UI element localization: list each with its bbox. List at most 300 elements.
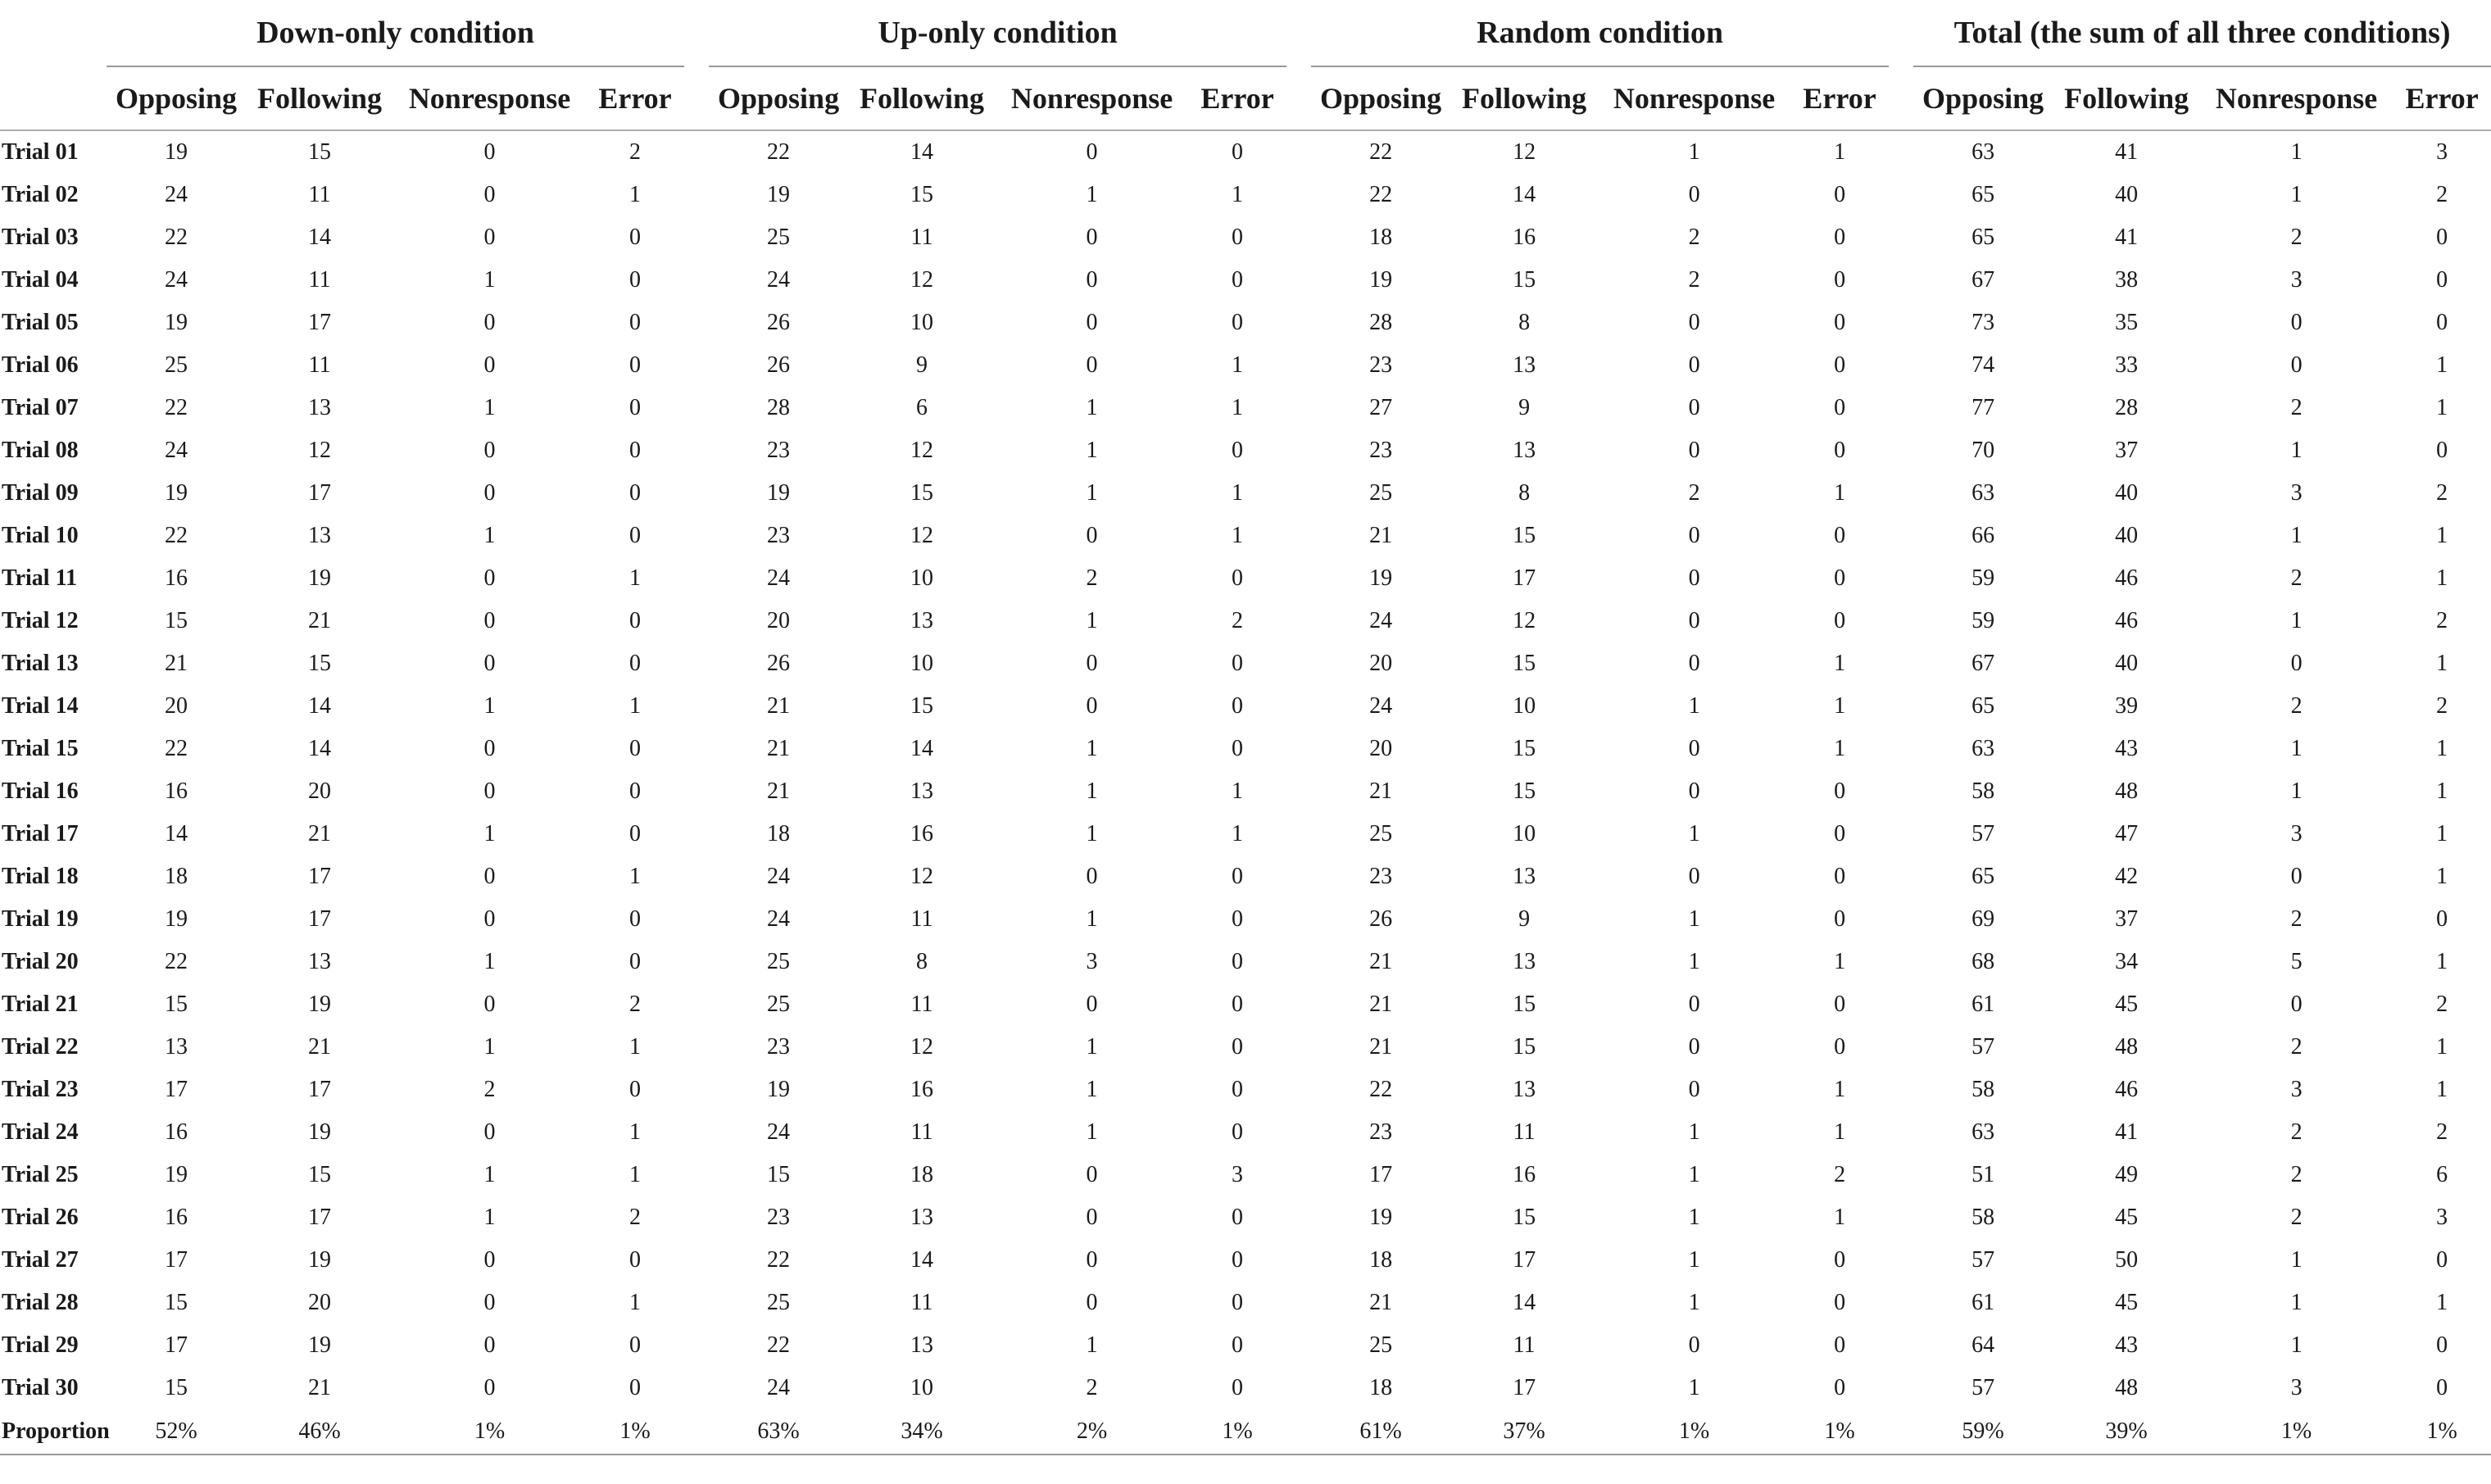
row-label: Trial 18 bbox=[2, 864, 79, 889]
table-cell: 1 bbox=[1688, 821, 1700, 846]
table-cell: 17 bbox=[308, 864, 331, 889]
table-cell: 23 bbox=[1369, 438, 1393, 463]
table-cell: 1 bbox=[1834, 1077, 1846, 1102]
row-label: Trial 07 bbox=[2, 395, 79, 420]
table-cell: 66 bbox=[1971, 523, 1995, 548]
table-cell: 18 bbox=[1369, 1375, 1393, 1400]
table-cell: 10 bbox=[910, 1375, 934, 1400]
table-cell: 12 bbox=[1513, 139, 1536, 165]
table-cell: 65 bbox=[1971, 225, 1995, 250]
table-cell: 0 bbox=[1086, 693, 1098, 719]
table-cell: 2 bbox=[2290, 1034, 2303, 1060]
table-cell: 1 bbox=[1834, 736, 1846, 761]
table-cell: 3 bbox=[2290, 267, 2303, 293]
table-cell: 18 bbox=[1369, 1247, 1393, 1273]
table-cell: 19 bbox=[308, 565, 331, 591]
table-cell: 1 bbox=[1086, 395, 1098, 420]
table-cell: 1 bbox=[1688, 1375, 1700, 1400]
group-header-random: Random condition bbox=[1477, 16, 1724, 50]
table-cell: 1% bbox=[1678, 1418, 1710, 1444]
table-cell: 1 bbox=[2436, 352, 2448, 378]
table-cell: 1 bbox=[2436, 1077, 2448, 1102]
table-cell: 0 bbox=[483, 182, 496, 207]
subheader-nonresponse: Nonresponse bbox=[408, 82, 571, 115]
table-cell: 45 bbox=[2115, 1205, 2139, 1230]
group-header-row bbox=[0, 0, 2491, 66]
table-cell: 0 bbox=[2436, 438, 2448, 463]
row-label: Trial 14 bbox=[2, 693, 79, 719]
table-cell: 46% bbox=[298, 1418, 341, 1444]
table-cell: 15 bbox=[165, 1290, 188, 1315]
table-cell: 12 bbox=[910, 523, 934, 548]
table-cell: 0 bbox=[2436, 267, 2448, 293]
table-cell: 14 bbox=[1513, 1290, 1536, 1315]
table-cell: 0 bbox=[1688, 1034, 1700, 1060]
subheader-opposing: Opposing bbox=[115, 82, 238, 115]
table-cell: 0 bbox=[629, 1332, 642, 1358]
table-cell: 18 bbox=[1369, 225, 1393, 250]
table-cell: 9 bbox=[1518, 906, 1531, 932]
table-cell: 2 bbox=[1834, 1162, 1846, 1187]
table-cell: 17 bbox=[1513, 1375, 1536, 1400]
table-cell: 0 bbox=[1688, 182, 1700, 207]
table-cell: 50 bbox=[2115, 1247, 2139, 1273]
table-cell: 1 bbox=[483, 395, 496, 420]
table-cell: 16 bbox=[165, 565, 188, 591]
table-row bbox=[0, 1069, 2491, 1111]
table-row bbox=[0, 429, 2491, 472]
table-row bbox=[0, 941, 2491, 983]
table-cell: 2 bbox=[1688, 225, 1700, 250]
table-row bbox=[0, 472, 2491, 515]
table-cell: 1 bbox=[1688, 693, 1700, 719]
table-cell: 26 bbox=[767, 310, 791, 335]
table-cell: 1 bbox=[1688, 1247, 1700, 1273]
table-cell: 58 bbox=[1971, 1077, 1995, 1102]
table-row bbox=[0, 770, 2491, 813]
table-cell: 0 bbox=[1086, 1290, 1098, 1315]
table-cell: 26 bbox=[767, 651, 791, 676]
subheader-error: Error bbox=[598, 82, 672, 115]
row-label: Proportion bbox=[2, 1418, 110, 1444]
row-label: Trial 01 bbox=[2, 139, 79, 165]
table-cell: 2% bbox=[1076, 1418, 1108, 1444]
table-cell: 0 bbox=[1232, 864, 1244, 889]
table-cell: 0 bbox=[629, 395, 642, 420]
table-cell: 20 bbox=[308, 1290, 331, 1315]
table-cell: 1 bbox=[1232, 352, 1244, 378]
table-cell: 13 bbox=[910, 1205, 934, 1230]
table-cell: 64 bbox=[1971, 1332, 1995, 1358]
row-label: Trial 25 bbox=[2, 1162, 79, 1187]
table-cell: 46 bbox=[2115, 608, 2139, 633]
table-cell: 5 bbox=[2290, 949, 2303, 974]
table-cell: 1 bbox=[483, 1034, 496, 1060]
table-cell: 0 bbox=[1688, 310, 1700, 335]
table-cell: 0 bbox=[629, 1077, 642, 1102]
table-cell: 1 bbox=[2436, 523, 2448, 548]
table-cell: 0 bbox=[629, 352, 642, 378]
table-cell: 48 bbox=[2115, 1034, 2139, 1060]
table-cell: 23 bbox=[767, 438, 791, 463]
table-cell: 20 bbox=[165, 693, 188, 719]
table-cell: 1 bbox=[1834, 139, 1846, 165]
table-cell: 1 bbox=[2290, 778, 2303, 804]
table-cell: 22 bbox=[165, 395, 188, 420]
table-cell: 17 bbox=[1513, 565, 1536, 591]
table-cell: 15 bbox=[1513, 651, 1536, 676]
table-cell: 1 bbox=[629, 1119, 642, 1145]
table-cell: 63 bbox=[1971, 1119, 1995, 1145]
table-cell: 1 bbox=[1834, 693, 1846, 719]
table-cell: 0 bbox=[1086, 992, 1098, 1017]
table-cell: 0 bbox=[1688, 523, 1700, 548]
table-cell: 0 bbox=[1232, 267, 1244, 293]
table-cell: 34 bbox=[2115, 949, 2139, 974]
table-cell: 45 bbox=[2115, 1290, 2139, 1315]
table-cell: 0 bbox=[483, 139, 496, 165]
table-cell: 0 bbox=[1232, 1077, 1244, 1102]
table-cell: 0 bbox=[629, 906, 642, 932]
table-cell: 15 bbox=[767, 1162, 791, 1187]
table-cell: 21 bbox=[1369, 992, 1393, 1017]
table-cell: 15 bbox=[1513, 1205, 1536, 1230]
table-cell: 15 bbox=[1513, 523, 1536, 548]
table-cell: 0 bbox=[629, 523, 642, 548]
table-cell: 13 bbox=[910, 1332, 934, 1358]
table-cell: 0 bbox=[483, 864, 496, 889]
table-cell: 19 bbox=[308, 1247, 331, 1273]
table-cell: 9 bbox=[916, 352, 928, 378]
table-cell: 37% bbox=[1503, 1418, 1545, 1444]
table-cell: 23 bbox=[767, 523, 791, 548]
table-cell: 0 bbox=[1086, 267, 1098, 293]
table-cell: 0 bbox=[629, 1375, 642, 1400]
table-cell: 1 bbox=[1232, 182, 1244, 207]
table-cell: 13 bbox=[308, 949, 331, 974]
table-cell: 15 bbox=[910, 182, 934, 207]
table-cell: 21 bbox=[308, 1375, 331, 1400]
table-cell: 1 bbox=[1232, 523, 1244, 548]
table-cell: 59 bbox=[1971, 608, 1995, 633]
table-cell: 0 bbox=[2290, 352, 2303, 378]
table-cell: 15 bbox=[910, 693, 934, 719]
table-cell: 0 bbox=[1232, 1247, 1244, 1273]
table-cell: 13 bbox=[1513, 949, 1536, 974]
table-cell: 40 bbox=[2115, 523, 2139, 548]
table-cell: 17 bbox=[308, 906, 331, 932]
table-cell: 12 bbox=[910, 267, 934, 293]
table-cell: 0 bbox=[1232, 992, 1244, 1017]
row-label: Trial 29 bbox=[2, 1332, 79, 1358]
table-cell: 25 bbox=[165, 352, 188, 378]
row-label: Trial 16 bbox=[2, 778, 79, 804]
table-cell: 0 bbox=[1232, 1119, 1244, 1145]
table-cell: 37 bbox=[2115, 906, 2139, 932]
table-cell: 15 bbox=[308, 139, 331, 165]
table-cell: 3 bbox=[2436, 139, 2448, 165]
table-cell: 0 bbox=[629, 608, 642, 633]
row-label: Trial 21 bbox=[2, 992, 79, 1017]
table-cell: 22 bbox=[165, 523, 188, 548]
table-row bbox=[0, 1196, 2491, 1239]
table-row bbox=[0, 813, 2491, 855]
table-cell: 1 bbox=[1834, 1119, 1846, 1145]
table-cell: 22 bbox=[1369, 139, 1393, 165]
table-cell: 16 bbox=[165, 1205, 188, 1230]
table-cell: 68 bbox=[1971, 949, 1995, 974]
table-cell: 34% bbox=[901, 1418, 943, 1444]
table-cell: 0 bbox=[1232, 736, 1244, 761]
subheader-error: Error bbox=[1803, 82, 1876, 115]
table-cell: 1 bbox=[1086, 778, 1098, 804]
table-row bbox=[0, 1367, 2491, 1409]
table-cell: 3 bbox=[2436, 1205, 2448, 1230]
table-row bbox=[0, 685, 2491, 728]
table-cell: 0 bbox=[483, 225, 496, 250]
subheader-empty bbox=[0, 67, 107, 130]
table-cell: 0 bbox=[1232, 1205, 1244, 1230]
table-cell: 1 bbox=[2290, 182, 2303, 207]
table-cell: 0 bbox=[483, 736, 496, 761]
table-cell: 0 bbox=[483, 1247, 496, 1273]
table-cell: 19 bbox=[165, 139, 188, 165]
table-cell: 24 bbox=[1369, 693, 1393, 719]
table-cell: 22 bbox=[165, 736, 188, 761]
table-cell: 22 bbox=[165, 949, 188, 974]
table-row bbox=[0, 557, 2491, 600]
table-cell: 0 bbox=[483, 352, 496, 378]
table-cell: 0 bbox=[629, 949, 642, 974]
table-cell: 1 bbox=[1834, 651, 1846, 676]
table-cell: 21 bbox=[1369, 523, 1393, 548]
table-cell: 16 bbox=[1513, 1162, 1536, 1187]
subheader-following: Following bbox=[860, 82, 985, 115]
table-cell: 11 bbox=[308, 267, 331, 293]
table-cell: 1 bbox=[629, 864, 642, 889]
table-cell: 63 bbox=[1971, 480, 1995, 506]
table-cell: 0 bbox=[483, 651, 496, 676]
table-cell: 1 bbox=[1086, 1077, 1098, 1102]
table-cell: 0 bbox=[1834, 906, 1846, 932]
table-cell: 22 bbox=[767, 139, 791, 165]
table-cell: 16 bbox=[165, 778, 188, 804]
table-cell: 0 bbox=[1086, 1205, 1098, 1230]
row-label: Trial 19 bbox=[2, 906, 79, 932]
table-cell: 0 bbox=[483, 1119, 496, 1145]
table-row bbox=[0, 259, 2491, 302]
table-cell: 0 bbox=[2290, 864, 2303, 889]
table-cell: 1 bbox=[1086, 438, 1098, 463]
row-label: Trial 13 bbox=[2, 651, 79, 676]
table-cell: 0 bbox=[1834, 523, 1846, 548]
table-row bbox=[0, 600, 2491, 642]
table-cell: 0 bbox=[483, 1375, 496, 1400]
table-cell: 0 bbox=[1086, 139, 1098, 165]
table-cell: 0 bbox=[629, 310, 642, 335]
table-cell: 21 bbox=[165, 651, 188, 676]
table-cell: 40 bbox=[2115, 651, 2139, 676]
group-header-total: Total (the sum of all three conditions) bbox=[1953, 16, 2451, 50]
table-cell: 16 bbox=[910, 1077, 934, 1102]
table-cell: 0 bbox=[1688, 992, 1700, 1017]
proportion-row bbox=[0, 1409, 2491, 1455]
table-cell: 0 bbox=[2436, 1375, 2448, 1400]
table-cell: 0 bbox=[1086, 1162, 1098, 1187]
table-cell: 0 bbox=[1834, 821, 1846, 846]
table-cell: 14 bbox=[308, 225, 331, 250]
table-row bbox=[0, 1324, 2491, 1367]
table-cell: 17 bbox=[1513, 1247, 1536, 1273]
table-cell: 2 bbox=[2290, 1205, 2303, 1230]
table-cell: 1 bbox=[2436, 736, 2448, 761]
table-cell: 2 bbox=[2290, 565, 2303, 591]
table-cell: 0 bbox=[1834, 310, 1846, 335]
table-cell: 0 bbox=[629, 778, 642, 804]
table-cell: 0 bbox=[483, 480, 496, 506]
table-cell: 0 bbox=[1232, 1034, 1244, 1060]
table-cell: 11 bbox=[308, 182, 331, 207]
table-cell: 0 bbox=[1086, 523, 1098, 548]
table-cell: 24 bbox=[767, 1375, 791, 1400]
table-cell: 18 bbox=[767, 821, 791, 846]
table-cell: 0 bbox=[1232, 565, 1244, 591]
table-cell: 11 bbox=[308, 352, 331, 378]
table-cell: 1 bbox=[1086, 1332, 1098, 1358]
subheader-nonresponse: Nonresponse bbox=[1010, 82, 1173, 115]
table-cell: 1 bbox=[2436, 651, 2448, 676]
table-cell: 1 bbox=[629, 1034, 642, 1060]
table-cell: 21 bbox=[308, 1034, 331, 1060]
table-cell: 1 bbox=[2436, 565, 2448, 591]
table-cell: 12 bbox=[308, 438, 331, 463]
table-cell: 24 bbox=[767, 906, 791, 932]
table-cell: 0 bbox=[1834, 352, 1846, 378]
table-cell: 23 bbox=[767, 1205, 791, 1230]
table-cell: 33 bbox=[2115, 352, 2139, 378]
table-cell: 52% bbox=[155, 1418, 197, 1444]
table-cell: 15 bbox=[1513, 267, 1536, 293]
table-cell: 21 bbox=[767, 693, 791, 719]
table-cell: 57 bbox=[1971, 1034, 1995, 1060]
subheader-nonresponse: Nonresponse bbox=[1613, 82, 1776, 115]
table-cell: 1 bbox=[2436, 1290, 2448, 1315]
table-cell: 1 bbox=[483, 949, 496, 974]
table-cell: 16 bbox=[165, 1119, 188, 1145]
table-cell: 14 bbox=[910, 1247, 934, 1273]
table-cell: 61 bbox=[1971, 1290, 1995, 1315]
table-cell: 25 bbox=[767, 949, 791, 974]
table-cell: 1 bbox=[2436, 1034, 2448, 1060]
table-cell: 19 bbox=[308, 1119, 331, 1145]
table-cell: 24 bbox=[165, 438, 188, 463]
table-cell: 20 bbox=[767, 608, 791, 633]
table-cell: 0 bbox=[1086, 225, 1098, 250]
table-cell: 25 bbox=[767, 225, 791, 250]
table-cell: 74 bbox=[1971, 352, 1995, 378]
table-cell: 0 bbox=[1688, 778, 1700, 804]
table-cell: 10 bbox=[910, 310, 934, 335]
table-cell: 2 bbox=[2290, 1162, 2303, 1187]
table-cell: 14 bbox=[165, 821, 188, 846]
table-cell: 3 bbox=[2290, 480, 2303, 506]
table-cell: 0 bbox=[1232, 949, 1244, 974]
table-cell: 1 bbox=[1688, 1119, 1700, 1145]
table-cell: 0 bbox=[483, 778, 496, 804]
table-cell: 0 bbox=[2436, 225, 2448, 250]
table-row bbox=[0, 515, 2491, 557]
table-cell: 23 bbox=[1369, 864, 1393, 889]
table-cell: 10 bbox=[1513, 693, 1536, 719]
row-label: Trial 28 bbox=[2, 1290, 79, 1315]
table-cell: 2 bbox=[629, 1205, 642, 1230]
table-cell: 0 bbox=[629, 480, 642, 506]
table-cell: 15 bbox=[308, 651, 331, 676]
table-cell: 67 bbox=[1971, 651, 1995, 676]
table-cell: 17 bbox=[165, 1332, 188, 1358]
group-header-up-only: Up-only condition bbox=[878, 16, 1118, 50]
row-label: Trial 17 bbox=[2, 821, 79, 846]
table-cell: 0 bbox=[1834, 1034, 1846, 1060]
table-cell: 21 bbox=[1369, 949, 1393, 974]
table-cell: 1 bbox=[1086, 1034, 1098, 1060]
table-cell: 21 bbox=[1369, 1034, 1393, 1060]
table-cell: 59 bbox=[1971, 565, 1995, 591]
table-cell: 9 bbox=[1518, 395, 1531, 420]
row-label: Trial 03 bbox=[2, 225, 79, 250]
table-cell: 0 bbox=[483, 608, 496, 633]
table-cell: 0 bbox=[1834, 864, 1846, 889]
table-cell: 1 bbox=[1086, 821, 1098, 846]
table-cell: 0 bbox=[1688, 736, 1700, 761]
table-cell: 0 bbox=[1232, 225, 1244, 250]
table-cell: 24 bbox=[767, 267, 791, 293]
table-cell: 24 bbox=[767, 1119, 791, 1145]
table-cell: 0 bbox=[629, 438, 642, 463]
row-label: Trial 20 bbox=[2, 949, 79, 974]
row-label: Trial 30 bbox=[2, 1375, 79, 1400]
table-cell: 24 bbox=[767, 864, 791, 889]
table-cell: 2 bbox=[2290, 395, 2303, 420]
group-header-down-only: Down-only condition bbox=[256, 16, 534, 50]
table-cell: 2 bbox=[483, 1077, 496, 1102]
table-cell: 1 bbox=[2436, 949, 2448, 974]
subheader-opposing: Opposing bbox=[1922, 82, 2044, 115]
table-cell: 13 bbox=[910, 608, 934, 633]
table-cell: 10 bbox=[910, 565, 934, 591]
table-cell: 15 bbox=[165, 992, 188, 1017]
table-cell: 0 bbox=[1688, 352, 1700, 378]
table-cell: 2 bbox=[629, 992, 642, 1017]
table-cell: 48 bbox=[2115, 778, 2139, 804]
table-cell: 28 bbox=[2115, 395, 2139, 420]
table-cell: 19 bbox=[165, 906, 188, 932]
table-cell: 15 bbox=[910, 480, 934, 506]
table-cell: 65 bbox=[1971, 693, 1995, 719]
table-row bbox=[0, 1026, 2491, 1069]
table-cell: 42 bbox=[2115, 864, 2139, 889]
table-cell: 14 bbox=[1513, 182, 1536, 207]
table-cell: 61 bbox=[1971, 992, 1995, 1017]
row-label: Trial 04 bbox=[2, 267, 79, 293]
table-cell: 1 bbox=[1232, 395, 1244, 420]
table-cell: 15 bbox=[308, 1162, 331, 1187]
table-cell: 13 bbox=[308, 523, 331, 548]
table-row bbox=[0, 216, 2491, 259]
table-cell: 0 bbox=[1688, 864, 1700, 889]
table-cell: 13 bbox=[1513, 352, 1536, 378]
table-cell: 0 bbox=[483, 310, 496, 335]
